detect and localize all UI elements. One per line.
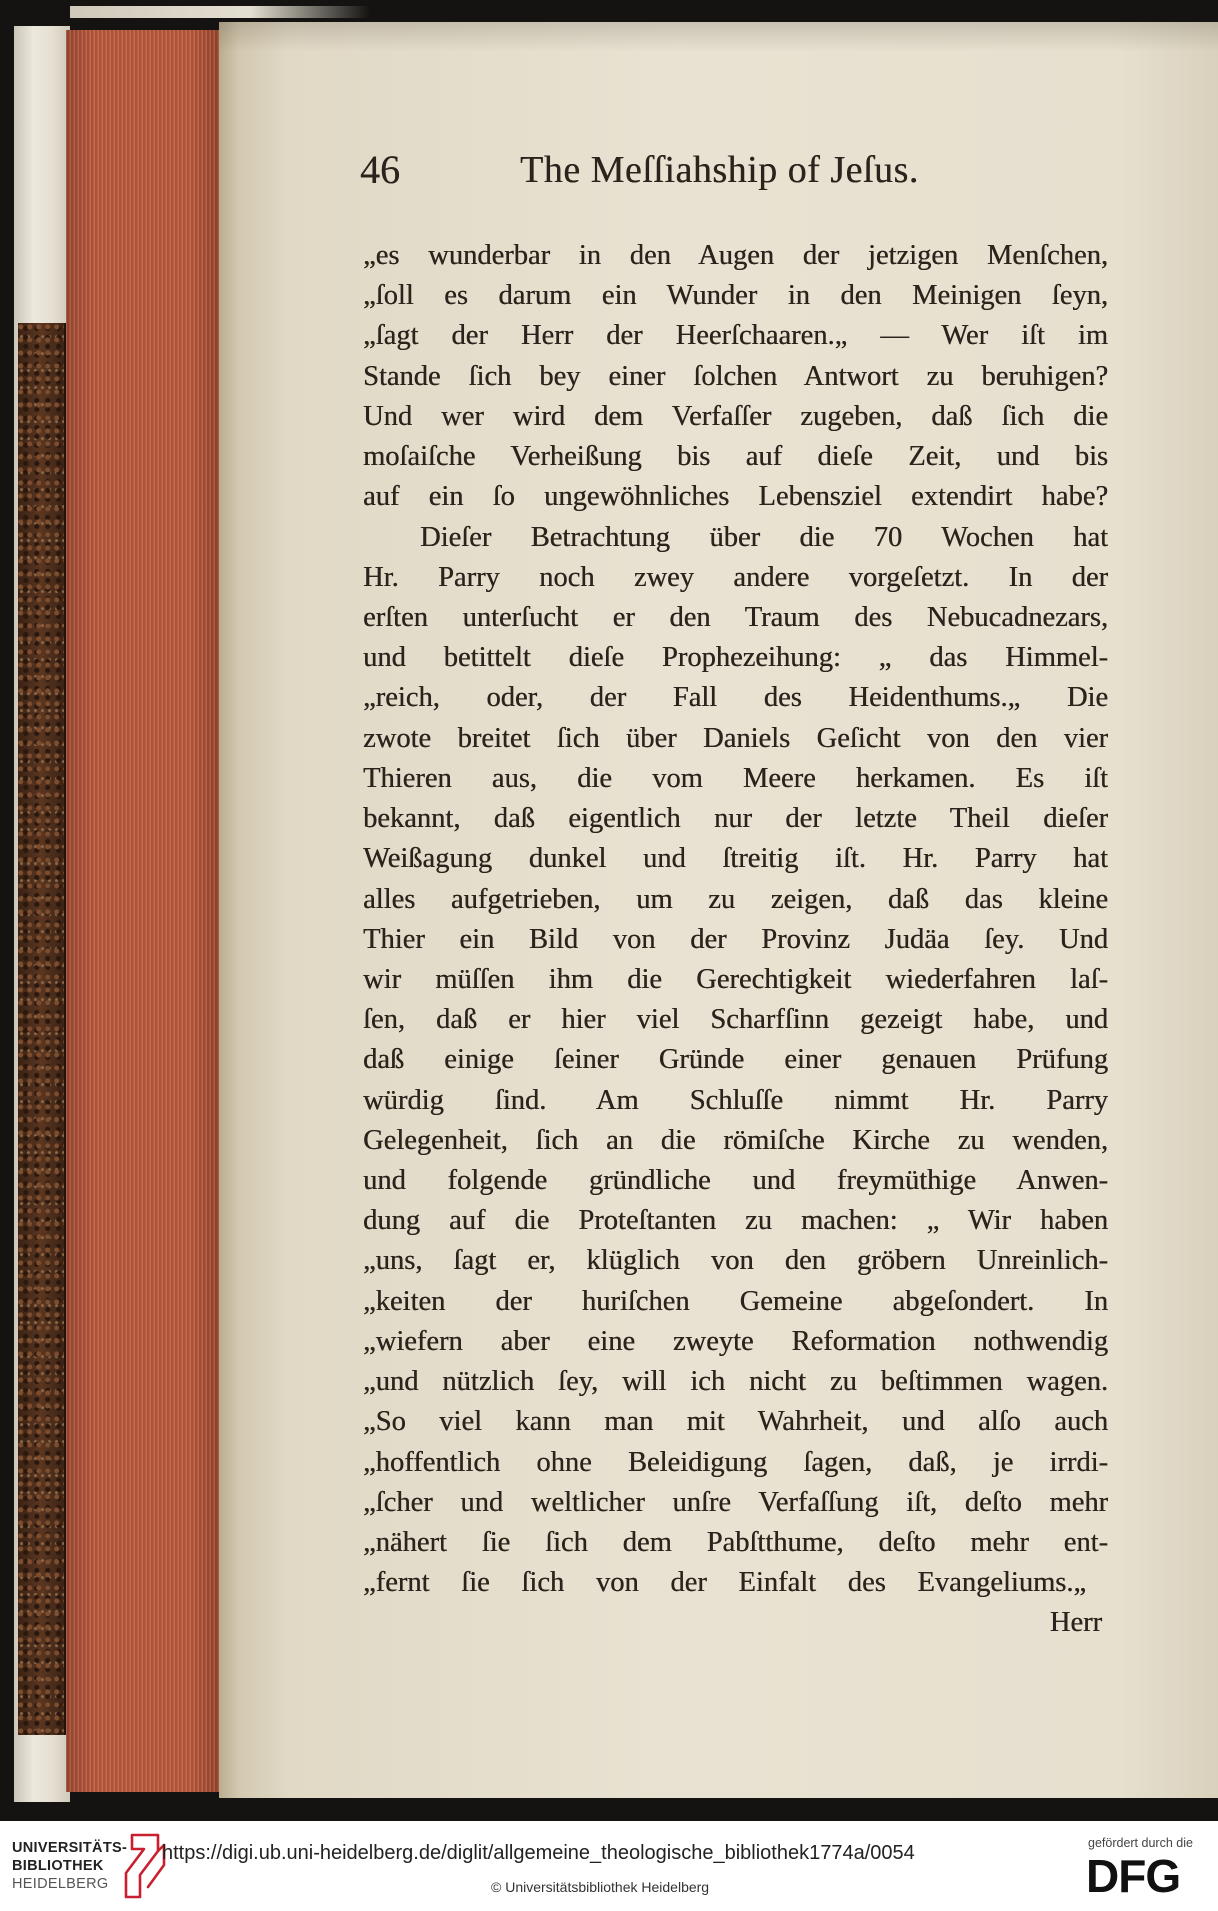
text-line: „nähert ſie ſich dem Pabſtthume, deſto mehr ent- bbox=[363, 1527, 1108, 1558]
copyright-notice: © Universitätsbibliothek Heidelberg bbox=[491, 1879, 710, 1895]
text-line: und betittelt dieſe Prophezeihung: „ das Himmel- bbox=[363, 642, 1108, 674]
text-line: dung auf die Proteſtanten zu machen: „ Wir haben bbox=[363, 1205, 1108, 1237]
library-footer bbox=[0, 1821, 1218, 1911]
text-line: „und nützlich ſey, will ich nicht zu beſtimmen wagen. bbox=[363, 1366, 1108, 1398]
text-line: „ſcher und weltlicher unſre Verfaſſung iſt, deſto mehr bbox=[363, 1486, 1108, 1518]
text-line: Thieren aus, die vom Meere herkamen. Es iſt bbox=[363, 762, 1108, 794]
marbled-cover bbox=[18, 323, 66, 1735]
text-line: Gelegenheit, ſich an die römiſche Kirche zu wenden, bbox=[363, 1124, 1108, 1156]
text-line: Weißagung dunkel und ſtreitig iſt. Hr. Parry hat bbox=[363, 843, 1108, 875]
text-line: Thier ein Bild von der Provinz Judäa ſey. Und bbox=[363, 923, 1108, 955]
library-wordmark-line: UNIVERSITÄTS- bbox=[12, 1840, 128, 1856]
text-line: Und wer wird dem Verfaſſer zugeben, daß ſich die bbox=[363, 400, 1108, 432]
text-line: daß einige ſeiner Gründe einer genauen Prüfung bbox=[363, 1044, 1108, 1076]
text-line: „reich, oder, der Fall des Heidenthums.„ Die bbox=[363, 682, 1108, 714]
source-url: https://digi.ub.uni-heidelberg.de/diglit/allgemeine_theologische_bibliothek1774a/0054 bbox=[162, 1842, 915, 1864]
text-line: „keiten der huriſchen Gemeine abgeſondert. In bbox=[363, 1285, 1108, 1317]
text-line: Dieſer Betrachtung über die 70 Wochen hat bbox=[420, 521, 1108, 553]
text-line: „fernt ſie ſich von der Einfalt des Evangeliums.„ bbox=[363, 1567, 1086, 1599]
text-line: moſaiſche Verheißung bis auf dieſe Zeit, und bis bbox=[363, 441, 1108, 473]
text-line: zwote breitet ſich über Daniels Geſicht von den vier bbox=[363, 722, 1108, 754]
body-text bbox=[363, 236, 1108, 1644]
page-number: 46 bbox=[360, 147, 400, 192]
running-head: The Meſſiahship of Jeſus. bbox=[520, 149, 919, 191]
text-line: „ſagt der Herr der Heerſchaaren.„ — Wer iſt im bbox=[363, 320, 1108, 352]
text-line: wir müſſen ihm die Gerechtigkeit wiederfahren laſ- bbox=[363, 963, 1108, 995]
text-line: würdig ſind. Am Schluſſe nimmt Hr. Parry bbox=[363, 1084, 1108, 1116]
text-line: Stande ſich bey einer ſolchen Antwort zu beruhigen? bbox=[363, 360, 1108, 392]
library-wordmark bbox=[12, 1839, 127, 1893]
text-line: „ſoll es darum ein Wunder in den Meinigen ſeyn, bbox=[363, 280, 1108, 312]
text-line: erſten unterſucht er den Traum des Nebucadnezars, bbox=[363, 601, 1108, 633]
text-line: und folgende gründliche und freymüthige Anwen- bbox=[363, 1165, 1108, 1197]
ub-heidelberg-logo-icon bbox=[118, 1831, 168, 1903]
text-line: „So viel kann man mit Wahrheit, und alſo auch bbox=[363, 1406, 1108, 1438]
text-line: Hr. Parry noch zwey andere vorgeſetzt. In der bbox=[363, 561, 1108, 593]
catchword: Herr bbox=[1049, 1607, 1102, 1639]
text-line: „es wunderbar in den Augen der jetzigen Menſchen, bbox=[363, 240, 1108, 271]
text-line: alles aufgetrieben, um zu zeigen, daß das kleine bbox=[363, 883, 1108, 915]
top-page-edge bbox=[70, 6, 370, 18]
library-wordmark-line: HEIDELBERG bbox=[12, 1876, 109, 1892]
text-line: „wiefern aber eine zweyte Reformation nothwendig bbox=[363, 1325, 1108, 1357]
text-line: bekannt, daß eigentlich nur der letzte Theil dieſer bbox=[363, 803, 1108, 835]
red-page-edges bbox=[66, 30, 220, 1792]
text-line: ſen, daß er hier viel Scharfſinn gezeigt habe, und bbox=[363, 1004, 1108, 1036]
text-line: auf ein ſo ungewöhnliches Lebensziel extendirt habe? bbox=[363, 481, 1108, 513]
text-line: „uns, ſagt er, klüglich von den gröbern Unreinlich- bbox=[363, 1245, 1108, 1277]
library-wordmark-line: BIBLIOTHEK bbox=[12, 1858, 104, 1874]
text-line: „hoffentlich ohne Beleidigung ſagen, daß, je irrdi- bbox=[363, 1446, 1108, 1478]
funding-label: gefördert durch die bbox=[1088, 1836, 1193, 1850]
dfg-logo: DFG bbox=[1086, 1850, 1181, 1902]
